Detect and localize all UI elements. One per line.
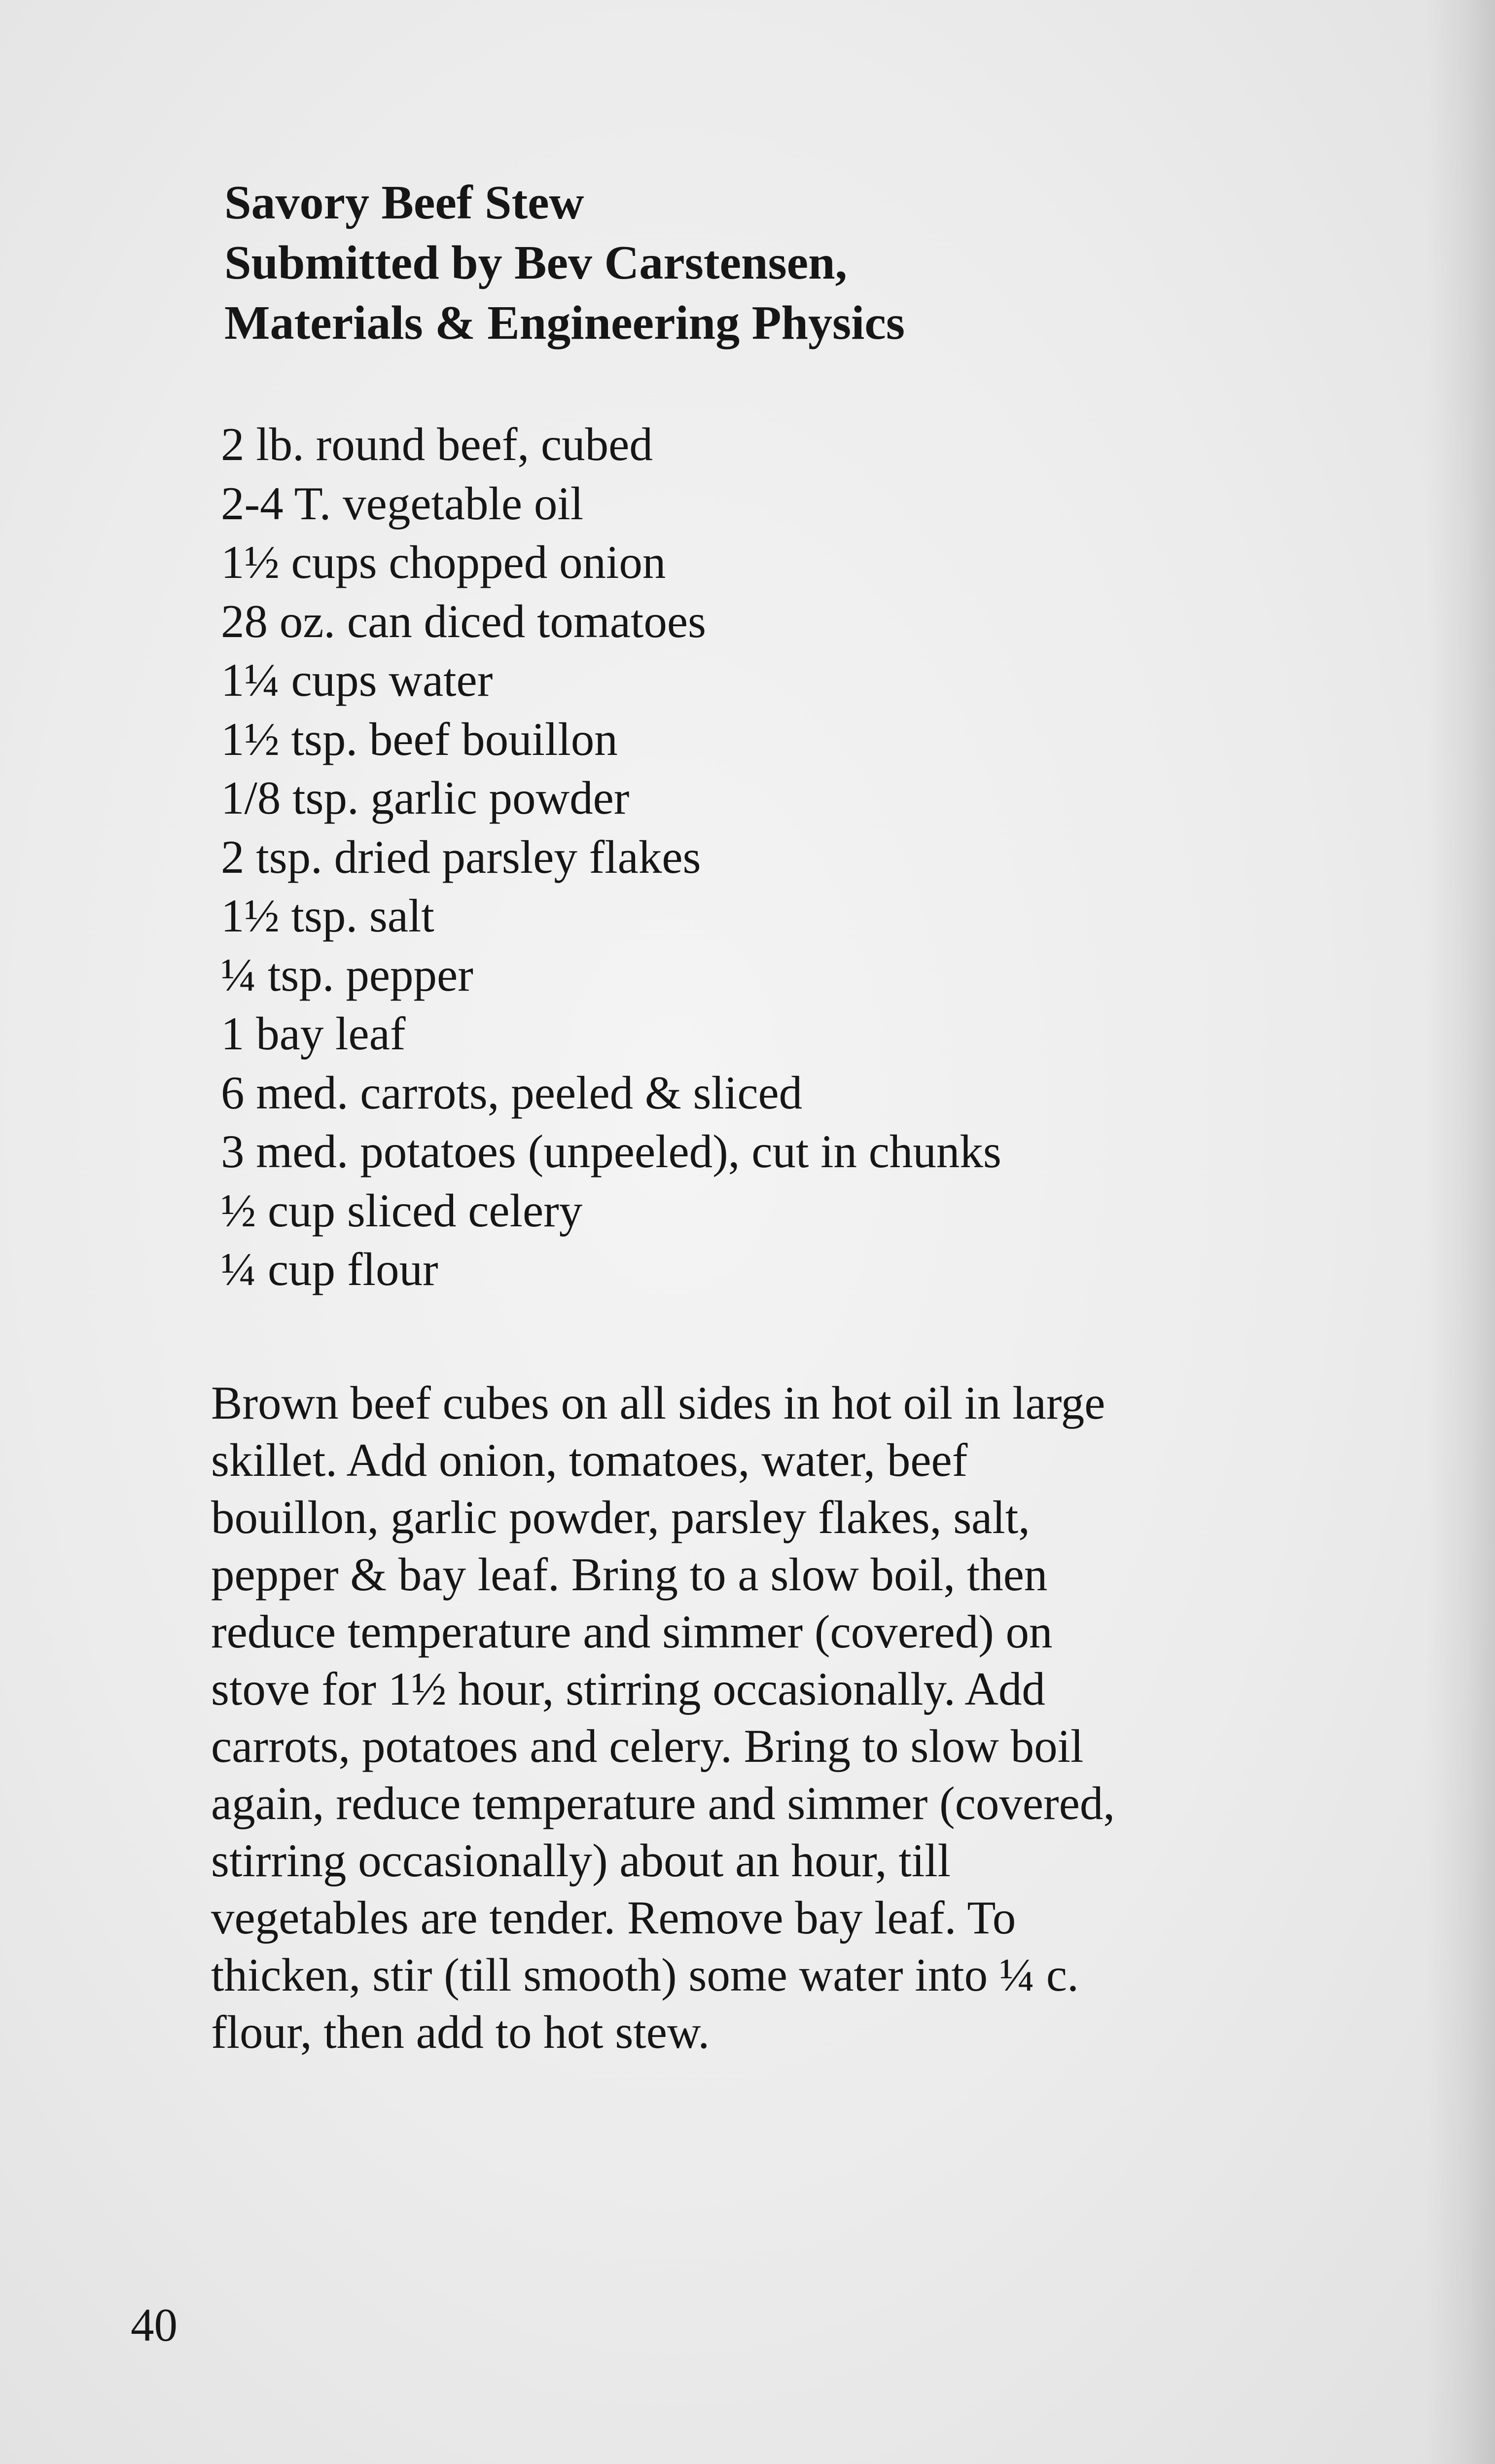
directions-line: skillet. Add onion, tomatoes, water, beef (211, 1434, 968, 1486)
ingredient-item: 1 bay leaf (221, 1007, 406, 1060)
recipe-department: Materials & Engineering Physics (224, 296, 905, 350)
directions-line: carrots, potatoes and celery. Bring to slow boil (211, 1720, 1084, 1772)
ingredient-list (221, 415, 1355, 1299)
ingredient-item: 1½ tsp. beef bouillon (221, 713, 618, 765)
ingredient-item: ½ cup sliced celery (221, 1184, 583, 1237)
ingredient-item: 28 oz. can diced tomatoes (221, 595, 706, 647)
ingredient-item: 1½ tsp. salt (221, 890, 434, 942)
directions-line: Brown beef cubes on all sides in hot oil in large (211, 1377, 1105, 1429)
directions-line: again, reduce temperature and simmer (covered, (211, 1777, 1115, 1829)
directions-paragraph (211, 1374, 1350, 2061)
ingredient-item: 3 med. potatoes (unpeeled), cut in chunks (221, 1125, 1001, 1178)
ingredient-item: 2-4 T. vegetable oil (221, 477, 584, 530)
directions-line: pepper & bay leaf. Bring to a slow boil, then (211, 1548, 1048, 1601)
ingredient-item: 1¼ cups water (221, 654, 493, 706)
directions-line: reduce temperature and simmer (covered) on (211, 1606, 1053, 1658)
directions-line: thicken, stir (till smooth) some water into ¼ c. (211, 1949, 1079, 2001)
directions-line: flour, then add to hot stew. (211, 2006, 710, 2058)
directions-line: stirring occasionally) about an hour, till (211, 1834, 951, 1887)
recipe-submitter: Submitted by Bev Carstensen, (224, 236, 848, 289)
ingredient-item: 6 med. carrots, peeled & sliced (221, 1066, 803, 1119)
ingredient-item: 2 lb. round beef, cubed (221, 418, 653, 470)
ingredient-item: ¼ tsp. pepper (221, 948, 473, 1001)
page-number: 40 (131, 2299, 178, 2351)
ingredient-item: 1½ cups chopped onion (221, 536, 666, 588)
directions-line: vegetables are tender. Remove bay leaf. To (211, 1892, 1016, 1944)
recipe-title: Savory Beef Stew (224, 176, 584, 229)
page-edge-shadow (1426, 0, 1495, 2464)
ingredient-item: ¼ cup flour (221, 1243, 438, 1295)
directions-line: bouillon, garlic powder, parsley flakes, salt, (211, 1491, 1030, 1543)
ingredient-item: 2 tsp. dried parsley flakes (221, 830, 701, 883)
recipe-title-block (224, 173, 1358, 353)
directions-line: stove for 1½ hour, stirring occasionally. Add (211, 1663, 1045, 1715)
ingredient-item: 1/8 tsp. garlic powder (221, 772, 630, 824)
